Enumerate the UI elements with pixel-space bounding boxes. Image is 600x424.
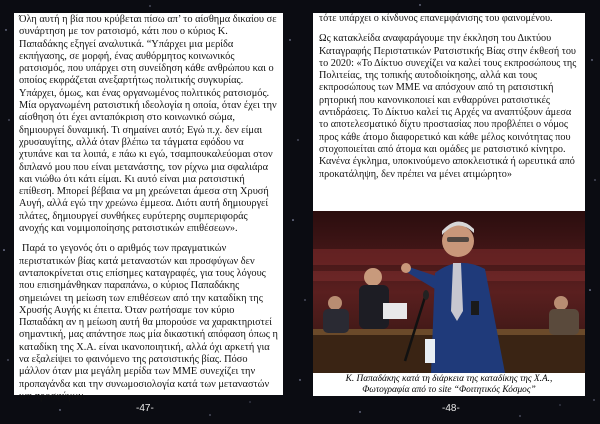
right-paragraph-1: τότε υπάρχει ο κίνδυνος επανεμφάνισης του φαινομένου.	[319, 13, 553, 24]
court-photo	[313, 211, 585, 373]
right-page-text	[313, 13, 585, 211]
photo-caption	[313, 373, 585, 396]
left-paragraph-2: Παρά το γεγονός ότι ο αριθμός των πραγματικών περιστατικών βίας κατά μεταναστών και προσφύγων δεν ανταποκρίνεται στις επίσημες καταγραφές, για τους λόγους που επισημάνθηκαν παραπάνω, ο κύριος Παπαδάκης σημειώνει τη μείωση των επιθέσεων από την καταδίκη της Χρυσής Αυγής κι έπειτα. Όταν ρωτήσαμε τον κύριο Παπαδάκη αν η μείωση αυτή θα μπορούσε να χαρακτηριστεί σημαντική, μας απάντησε πως μία δικαστική απόφαση όπως η καταδίκη της Χ.Α. είναι ικανοποιητική, αλλά όχι αρκετή για να εξαλείψει το φαινόμενο της ρατσιστικής βίας. Πόσο μάλλον όταν μια μεγάλη μερίδα των ΜΜΕ συνεχίζει την προπαγάνδα και την συνωμοσιολογία κατά των μεταναστών και προσφύγων,	[19, 243, 278, 402]
left-page	[14, 13, 283, 402]
page-number-left: -47-	[136, 403, 154, 414]
court-photo-image	[313, 211, 585, 373]
page-number-right: -48-	[442, 403, 460, 414]
caption-line-1: Κ. Παπαδάκης κατά τη διάρκεια της καταδίκης της Χ.Α.,	[345, 374, 553, 384]
caption-line-2: Φωτογραφία από το site “Φοιτητικός Κόσμος”	[362, 385, 536, 395]
right-paragraph-2: Ως κατακλείδα αναφαράγουμε την έκκληση του Δικτύου Καταγραφής Περιστατικών Ρατσιστικής Βίας στην έκθεσή του το 2020: «Το Δίκτυο συνεχίζει να καλεί τους εκπροσώπους της Πολιτείας, της τοπικής αυτοδιοίκησης, αλλά και τους εκπροσώπους των ΜΜΕ να απόσχουν από τη ρατσιστική ρητορική που κανονικοποιεί και ενθαρρύνει ρατσιστικές αντιδράσεις. Το Δίκτυο καλεί τις Αρχές να αναπτύξουν άμεσα το αποτελεσματικό δίχτυ προστασίας που προβλέπει ο νόμος προς κάθε άτομο διαφορετικό και κάθε μέλος κοινότητας που στοχοποιείται από άτομα και ομάδες με ρατσιστικό κίνητρο. Κανένα έγκλημα, υποκινούμενο αποκλειστικά ή ωρευτικά από προκατάληψη, δεν πρέπει να μένει ατιμώρητο»	[319, 33, 577, 180]
left-paragraph-1: Όλη αυτή η βία που κρύβεται πίσω απ’ το αίσθημα δικαίου σε συνάρτηση με τον ρατσισμό, κάτι που ο κύριος Κ. Παπαδάκης εξηγεί αναλυτικά. “Υπάρχει μια μερίδα εκπήγασης, σε μορφή, ένας αυθόρμητος κοινωνικός ρατσισμός, που υπάρχει στη συνείδηση κάθε ανθρώπου και ο οποίος εκφράζεται ανεξαρτήτως πολιτικής συγκυρίας. Υπάρχει, όμως, και ένας οργανωμένος πολιτικός ρατσισμός. Μία οργανωμένη ρατσιστική ιδεολογία η οποία, όταν έχει την αίσθηση ότι έχει ανταπόκριση στο κοινωνικό σώμα, δημιουργεί δυναμική. Τι σημαίνει αυτό; Εγώ π.χ. δεν είμαι χρυσαυγίτης, αλλά όταν βλέπω τα τάγματα εφόδου να χτυπάνε και τα λοιπά, ε πάω κι εγώ, τσαμπουκαλεύομαι στον διπλανό μου που είναι μετανάστης, τον ρίχνω μια σφαλιάρα και νιώθω ότι κάτι είμαι. Κι αυτό είναι μια ρατσιστική επίθεση. Μπορεί βέβαια να μη χρεώνεται άμεσα στη Χρυσή Αυγή, αλλά εγώ την χρεώνω έμμεσα. Διότι αυτή δημιουργεί πλάτες, δημιουργεί συνθήκες ευρύτερης συμπεριφοράς ανοχής και νομιμοποίησης ρατσιστικών επιθέσεων».	[19, 14, 277, 235]
